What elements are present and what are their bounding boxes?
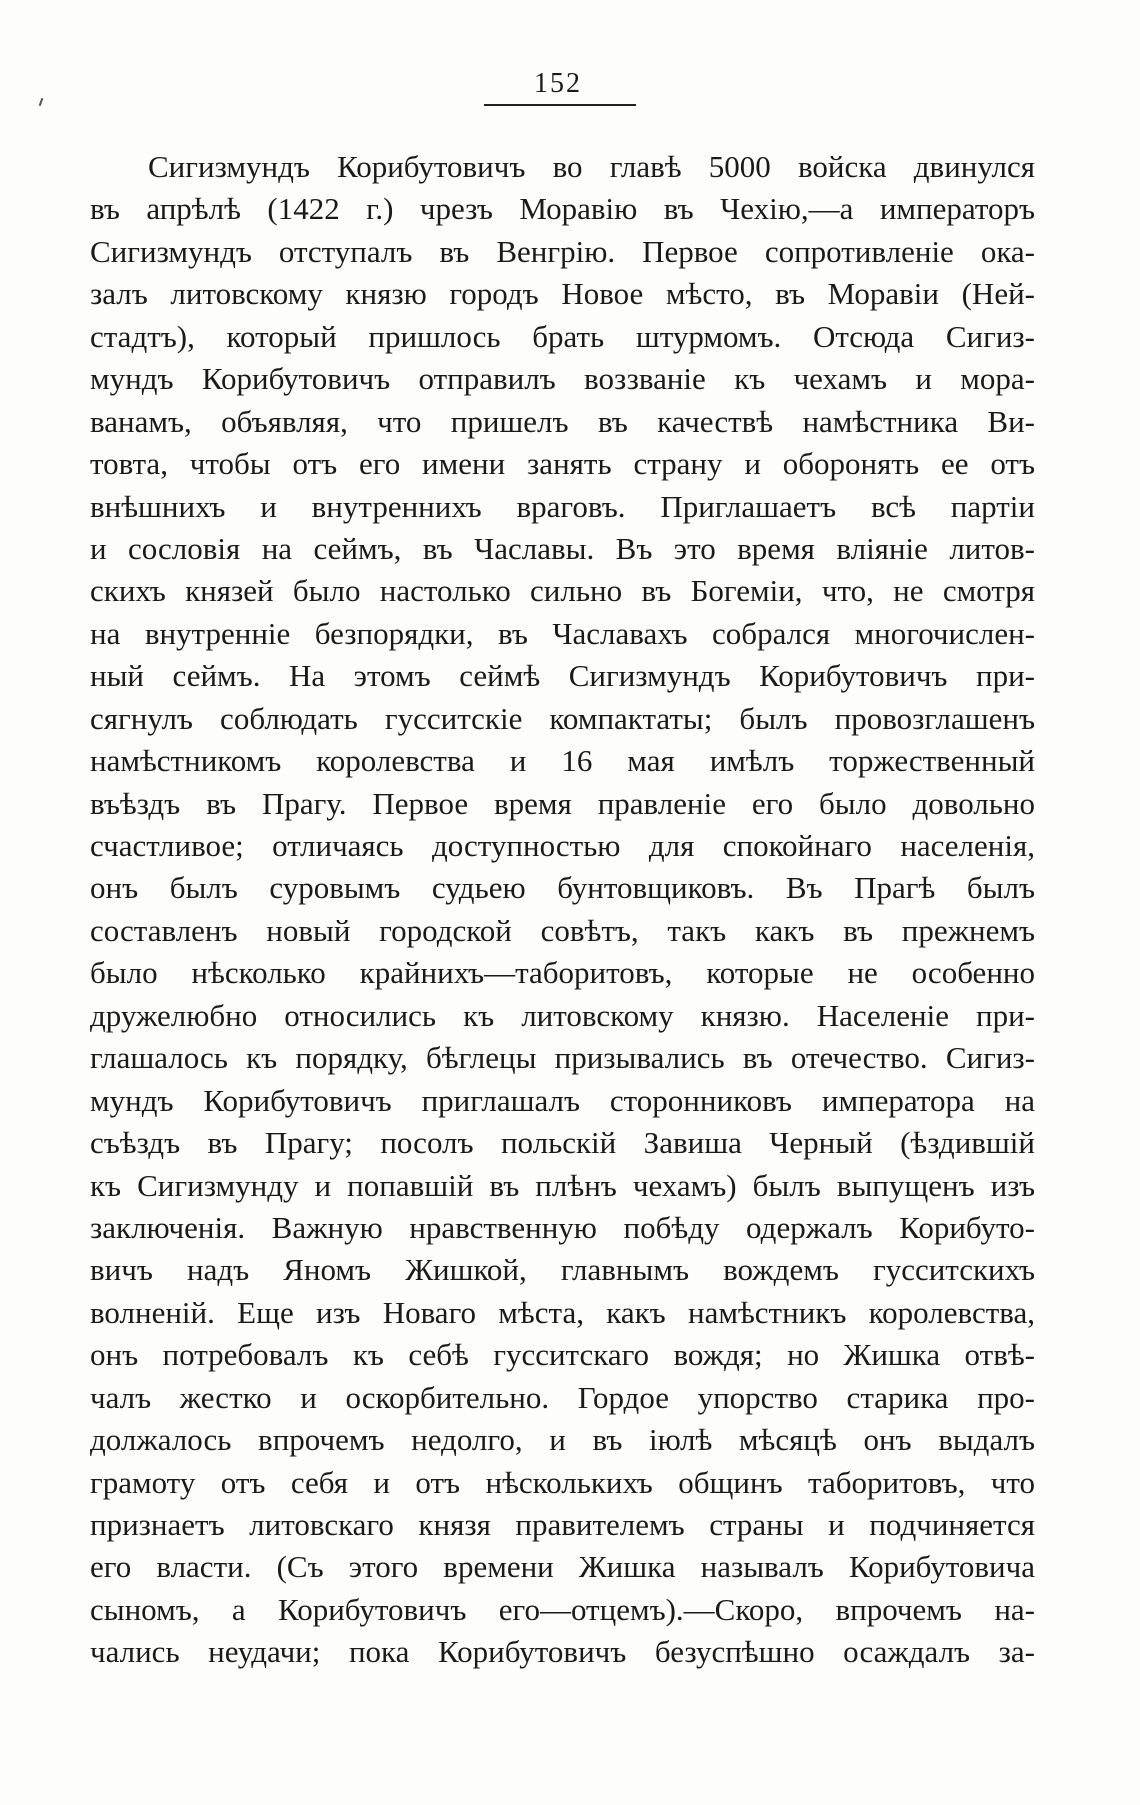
page-number-rule: [484, 104, 636, 106]
text-line: на внутренніе безпорядки, въ Чаславахъ собрался многочислен-: [90, 615, 1035, 651]
text-line: заключенія. Важную нравственную побѣду одержалъ Корибуто-: [90, 1209, 1035, 1245]
text-line: намѣстникомъ королевства и 16 мая имѣлъ торжественный: [90, 743, 1035, 779]
text-line: чались неудачи; пока Корибутовичъ безуспѣшно осаждалъ за-: [90, 1634, 1035, 1670]
text-line: мундъ Корибутовичъ приглашалъ сторонниковъ императора на: [90, 1082, 1035, 1118]
text-line: скихъ князей было настолько сильно въ Богеміи, что, не смотря: [90, 573, 1035, 609]
text-line: къ Сигизмунду и попавшій въ плѣнъ чехамъ) былъ выпущенъ изъ: [90, 1167, 1035, 1203]
text-line: и сословія на сеймъ, въ Чаславы. Въ это время вліяніе литов-: [90, 530, 1035, 566]
text-line: ванамъ, объявляя, что пришелъ въ качествѣ намѣстника Ви-: [90, 403, 1035, 439]
text-line: его власти. (Съ этого времени Жишка называлъ Корибутовича: [90, 1549, 1035, 1585]
text-line: сягнулъ соблюдать гусситскіе компактаты; былъ провозглашенъ: [90, 700, 1035, 736]
text-line: глашалось къ порядку, бѣглецы призывались въ отечество. Сигиз-: [90, 1040, 1035, 1076]
ink-speck: [39, 98, 44, 106]
text-line: Сигизмундъ отступалъ въ Венгрію. Первое сопротивленіе ока-: [90, 233, 1035, 269]
text-line: грамоту отъ себя и отъ нѣсколькихъ общинъ таборитовъ, что: [90, 1464, 1035, 1500]
text-line: было нѣсколько крайнихъ—таборитовъ, которые не особенно: [90, 955, 1035, 991]
text-line: должалось впрочемъ недолго, и въ іюлѣ мѣсяцѣ онъ выдалъ: [90, 1422, 1035, 1458]
text-line: волненій. Еще изъ Новаго мѣста, какъ намѣстникъ королевства,: [90, 1294, 1035, 1330]
text-line: счастливое; отличаясь доступностью для спокойнаго населенія,: [90, 828, 1035, 863]
text-line: признаетъ литовскаго князя правителемъ страны и подчиняется: [90, 1507, 1035, 1542]
text-line: въ апрѣлѣ (1422 г.) чрезъ Моравію въ Чехію,—а императоръ: [90, 191, 1035, 227]
page-number: 152: [534, 68, 582, 99]
text-line: Сигизмундъ Корибутовичъ во главѣ 5000 войска двинулся: [148, 149, 1035, 184]
text-line: съѣздъ въ Прагу; посолъ польскій Завиша Черный (ѣздившій: [90, 1125, 1035, 1161]
text-line: внѣшнихъ и внутреннихъ враговъ. Приглашаетъ всѣ партіи: [90, 488, 1035, 524]
text-line: залъ литовскому князю городъ Новое мѣсто, въ Моравіи (Ней-: [90, 276, 1035, 312]
text-line: вичъ надъ Яномъ Жишкой, главнымъ вождемъ гусситскихъ: [90, 1252, 1035, 1288]
text-line: дружелюбно относились къ литовскому князю. Населеніе при-: [90, 997, 1035, 1033]
body-text: [90, 146, 1035, 1674]
text-line: стадтъ), который пришлось брать штурмомъ. Отсюда Сигиз-: [90, 318, 1035, 354]
text-line: онъ потребовалъ къ себѣ гусситскаго вождя; но Жишка отвѣ-: [90, 1337, 1035, 1373]
text-line: чалъ жестко и оскорбительно. Гордое упорство старика про-: [90, 1379, 1035, 1415]
text-line: мундъ Корибутовичъ отправилъ воззваніе къ чехамъ и мора-: [90, 361, 1035, 397]
text-line: ный сеймъ. На этомъ сеймѣ Сигизмундъ Корибутовичъ при-: [90, 658, 1035, 694]
text-line: онъ былъ суровымъ судьею бунтовщиковъ. Въ Прагѣ былъ: [90, 870, 1035, 906]
text-line: въѣздъ въ Прагу. Первое время правленіе его было довольно: [90, 785, 1035, 821]
text-line: сыномъ, а Корибутовичъ его—отцемъ).—Скоро, впрочемъ на-: [90, 1591, 1035, 1627]
text-line: товта, чтобы отъ его имени занять страну и оборонять ее отъ: [90, 446, 1035, 482]
text-line: составленъ новый городской совѣтъ, такъ какъ въ прежнемъ: [90, 912, 1035, 948]
